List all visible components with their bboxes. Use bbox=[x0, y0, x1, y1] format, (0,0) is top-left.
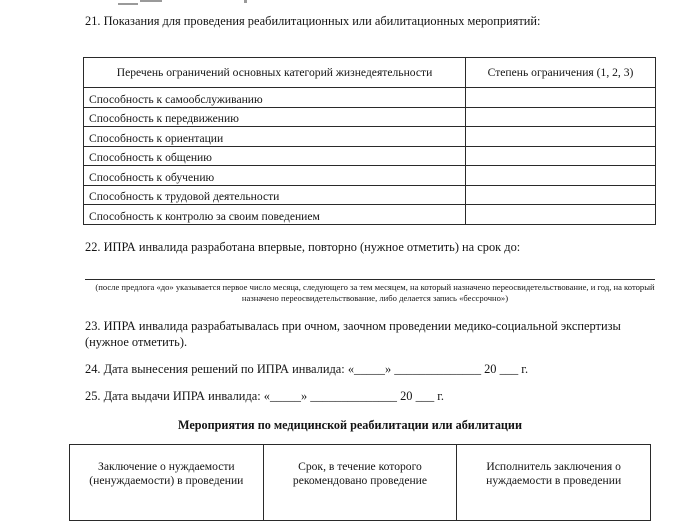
row-label: Способность к обучению bbox=[84, 166, 466, 186]
row-label: Способность к передвижению bbox=[84, 107, 466, 127]
section-24: 24. Дата вынесения решений по ИПРА инвалида: «_____» ______________ 20 ___ г. bbox=[85, 362, 529, 376]
section-21: 21. Показания для проведения реабилитационных или абилитационных мероприятий: bbox=[85, 14, 541, 28]
table-row bbox=[84, 88, 656, 108]
section-22: 22. ИПРА инвалида разработана впервые, повторно (нужное отметить) на срок до: bbox=[85, 240, 521, 254]
table-row bbox=[84, 107, 656, 127]
header-limitations: Перечень ограничений основных категорий жизнедеятельности bbox=[84, 58, 466, 88]
term-input-line[interactable] bbox=[85, 279, 655, 280]
table-row bbox=[84, 166, 656, 186]
table-row bbox=[84, 205, 656, 225]
degree-cell[interactable] bbox=[466, 185, 656, 205]
degree-cell[interactable] bbox=[466, 146, 656, 166]
degree-cell[interactable] bbox=[466, 127, 656, 147]
table-header-row bbox=[84, 58, 656, 88]
medical-rehab-title: Мероприятия по медицинской реабилитации или абилитации bbox=[178, 418, 522, 432]
limitations-table bbox=[83, 57, 656, 225]
section-23: 23. ИПРА инвалида разрабатывалась при очном, заочном проведении медико-социальной экспертизы (нужное отметить). bbox=[85, 319, 621, 349]
header-degree: Степень ограничения (1, 2, 3) bbox=[466, 58, 656, 88]
degree-cell[interactable] bbox=[466, 107, 656, 127]
section-25: 25. Дата выдачи ИПРА инвалида: «_____» ______________ 20 ___ г. bbox=[85, 389, 445, 403]
section-22-note: (после предлога «до» указывается первое число месяца, следующего за тем месяцем, на который назначено переосвидетельствование, и год, на который назначено переосвидетельствование, либо делается запись «бессрочно») bbox=[95, 282, 655, 303]
table-row bbox=[84, 146, 656, 166]
scan-speck bbox=[140, 0, 162, 2]
row-label: Способность к контролю за своим поведением bbox=[84, 205, 466, 225]
medical-rehab-table bbox=[69, 444, 651, 521]
table-row bbox=[84, 127, 656, 147]
header-term: Срок, в течение которого рекомендовано проведение bbox=[263, 445, 457, 521]
degree-cell[interactable] bbox=[466, 88, 656, 108]
table-header-row bbox=[70, 445, 651, 521]
header-executor: Исполнитель заключения о нуждаемости в проведении bbox=[457, 445, 651, 521]
row-label: Способность к самообслуживанию bbox=[84, 88, 466, 108]
scan-speck bbox=[244, 0, 247, 3]
degree-cell[interactable] bbox=[466, 166, 656, 186]
row-label: Способность к ориентации bbox=[84, 127, 466, 147]
table-row bbox=[84, 185, 656, 205]
row-label: Способность к трудовой деятельности bbox=[84, 185, 466, 205]
header-conclusion: Заключение о нуждаемости (ненуждаемости) в проведении bbox=[70, 445, 264, 521]
scan-speck bbox=[118, 3, 138, 5]
degree-cell[interactable] bbox=[466, 205, 656, 225]
row-label: Способность к общению bbox=[84, 146, 466, 166]
